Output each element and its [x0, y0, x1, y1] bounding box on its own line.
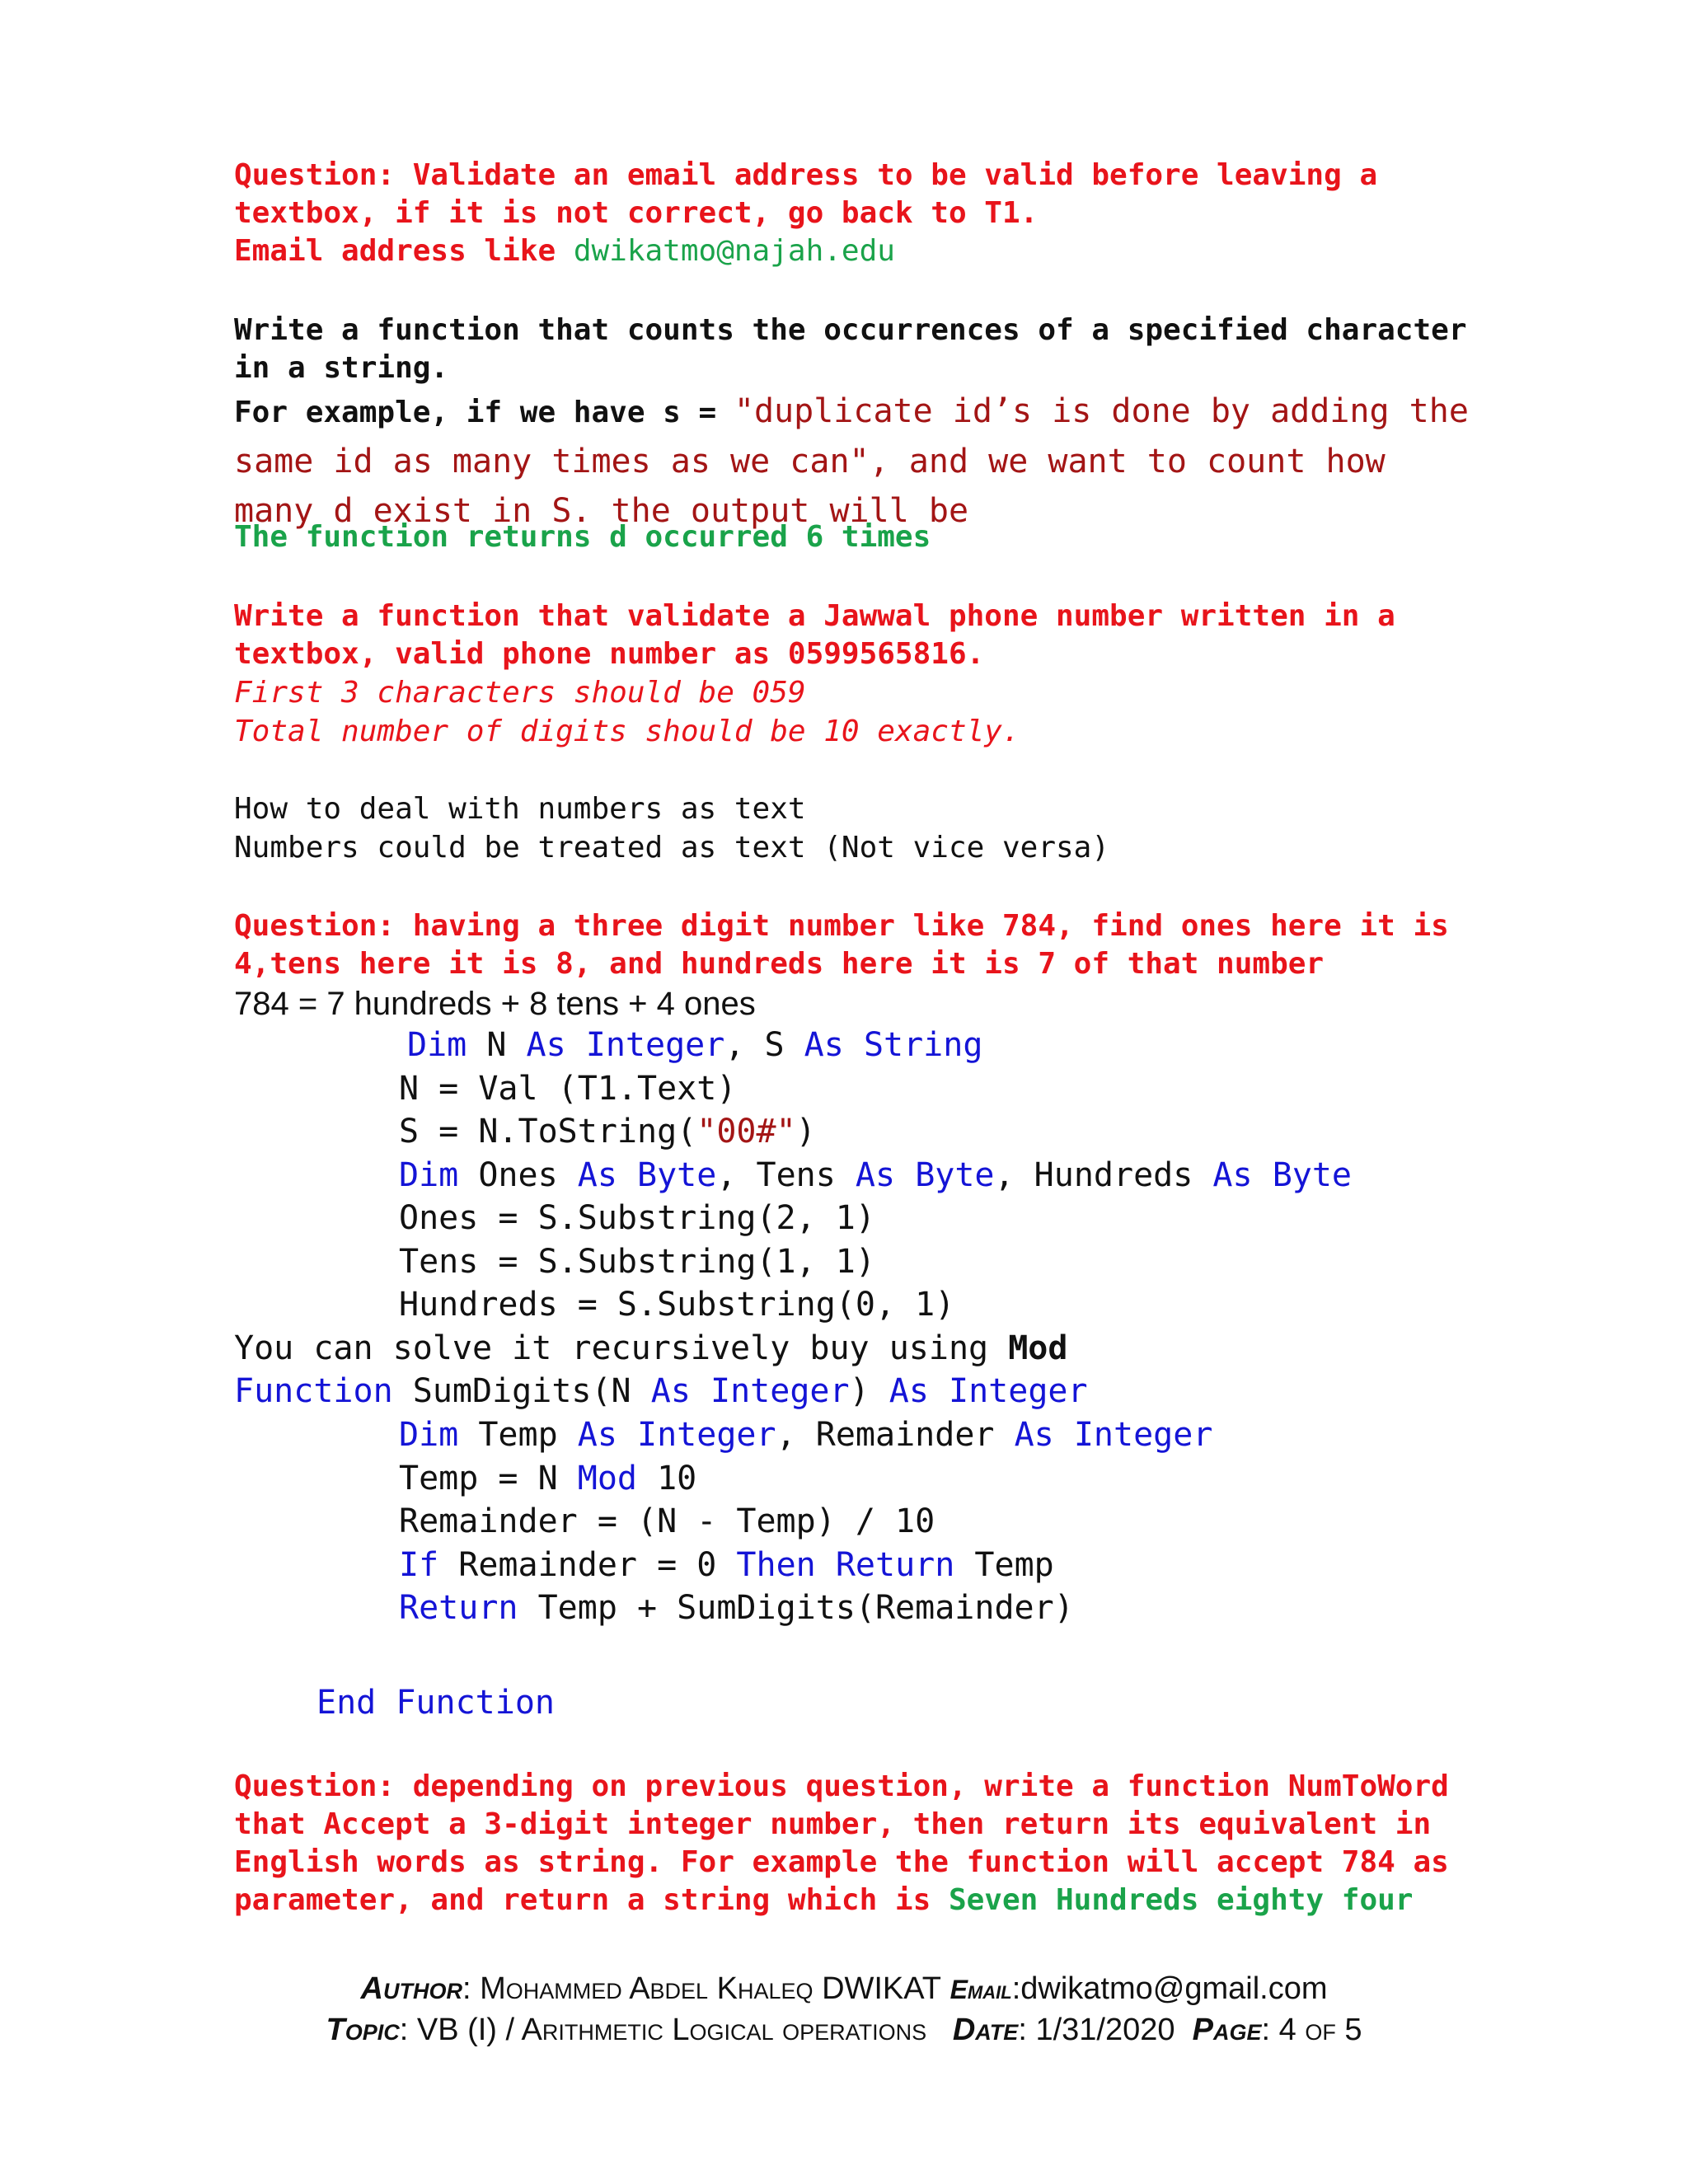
question-phone-validation	[234, 598, 1395, 673]
q2-result: The function returns d occurred 6 times	[234, 520, 931, 554]
code-line-ones: Ones = S.Substring(2, 1)	[399, 1199, 875, 1237]
q3-rules	[234, 673, 1020, 751]
kw-integer: Integer	[710, 1372, 850, 1410]
kw-byte: Byte	[915, 1155, 995, 1194]
kw-byte: Byte	[1272, 1155, 1353, 1194]
topic-value: VB (I) / Arithmetic Logical operations	[416, 2013, 927, 2047]
code-text: , S	[724, 1026, 804, 1064]
q1-line1: Question: Validate an email address to be valid before leaving a	[234, 158, 1378, 192]
kw-string: String	[863, 1026, 983, 1064]
q4-line2: 4,tens here it is 8, and hundreds here it is 7 of that number	[234, 947, 1325, 981]
page-total: 5	[1344, 2013, 1362, 2047]
code-text: Temp = N	[399, 1459, 578, 1497]
kw-as: As	[1014, 1416, 1054, 1454]
kw-byte: Byte	[637, 1155, 717, 1194]
kw-as: As	[889, 1372, 929, 1410]
q2-line1: Write a function that counts the occurrences of a specified character	[234, 313, 1467, 347]
kw-integer: Integer	[637, 1416, 776, 1454]
footer-sep: :	[1018, 2013, 1036, 2047]
numbers-text-line2: Numbers could be treated as text (Not vice versa)	[234, 831, 1110, 865]
kw-as: As	[650, 1372, 691, 1410]
q2-line2: in a string.	[234, 351, 449, 385]
q3-line1: Write a function that validate a Jawwal phone number written in a	[234, 599, 1395, 633]
code-text: )	[849, 1372, 889, 1410]
date-label: Date	[952, 2013, 1019, 2047]
footer-sep: :	[462, 1971, 481, 2006]
q2-example	[234, 390, 1469, 540]
code-text: , Remainder	[776, 1416, 1015, 1454]
code-function-signature	[234, 1370, 1088, 1413]
recursive-note-mod: Mod	[1008, 1329, 1068, 1367]
q5-line2: that Accept a 3-digit integer number, then return its equivalent in	[234, 1807, 1432, 1841]
code-text: N	[467, 1026, 527, 1064]
q1-email-example: dwikatmo@najah.edu	[573, 234, 895, 268]
recursive-note	[234, 1327, 1067, 1371]
q4-equation: 784 = 7 hundreds + 8 tens + 4 ones	[234, 986, 756, 1022]
code-line-val: N = Val (T1.Text)	[399, 1069, 737, 1108]
kw-return: Return	[835, 1545, 955, 1584]
author-name: Mohammed Abdel Khaleq DWIKAT	[480, 1971, 942, 2006]
code-block-sumdigits	[399, 1413, 1212, 1630]
kw-then: Then	[736, 1545, 816, 1584]
kw-end-function: End Function	[316, 1684, 555, 1722]
q2-example-prefix: For example, if we have s =	[234, 396, 734, 429]
code-text: Temp + SumDigits(Remainder)	[518, 1589, 1074, 1627]
kw-as: As	[577, 1416, 617, 1454]
kw-dim: Dim	[399, 1155, 459, 1194]
kw-as: As	[1212, 1155, 1253, 1194]
q2-example-text-2: same id as many times as we can", and we want to count how	[234, 442, 1386, 480]
q3-rule2: Total number of digits should be 10 exactly.	[234, 715, 1020, 748]
kw-as: As	[577, 1155, 617, 1194]
kw-function: Function	[234, 1372, 393, 1410]
q1-line2: textbox, if it is not correct, go back to T1.	[234, 196, 1039, 230]
q5-line3: English words as string. For example the function will accept 784 as	[234, 1845, 1449, 1879]
q5-line1: Question: depending on previous question, write a function NumToWord	[234, 1769, 1449, 1803]
code-text: , Tens	[716, 1155, 856, 1194]
kw-dim: Dim	[399, 1416, 459, 1454]
question-count-occurrences	[234, 312, 1467, 387]
q5-answer: Seven Hundreds eighty four	[948, 1883, 1414, 1917]
topic-label: Topic	[326, 2013, 400, 2047]
q2-example-text-1: "duplicate id’s is done by adding the	[734, 392, 1469, 430]
code-line-remainder: Remainder = (N - Temp) / 10	[399, 1502, 935, 1540]
footer-sep: :	[1261, 2013, 1279, 2047]
kw-as: As	[804, 1026, 844, 1064]
code-text: 10	[637, 1459, 697, 1497]
date-value: 1/31/2020	[1035, 2013, 1175, 2047]
page-of: of	[1305, 2013, 1336, 2047]
page-number: 4	[1278, 2013, 1296, 2047]
kw-return: Return	[399, 1589, 518, 1627]
question-num-to-word	[234, 1768, 1449, 1919]
q4-line1: Question: having a three digit number like 784, find ones here it is	[234, 909, 1449, 943]
kw-integer: Integer	[1073, 1416, 1213, 1454]
code-block-digits	[399, 1024, 1352, 1327]
q3-rule1: First 3 characters should be 059	[234, 676, 806, 710]
footer-sep: :	[1011, 1971, 1021, 2006]
kw-as: As	[526, 1026, 566, 1064]
code-string-literal: "00#"	[696, 1113, 796, 1151]
page-label: Page	[1192, 2013, 1262, 2047]
code-text: , Hundreds	[994, 1155, 1213, 1194]
q5-line4-prefix: parameter, and return a string which is	[234, 1883, 949, 1917]
code-text: SumDigits(N	[392, 1372, 651, 1410]
footer-sep: :	[399, 2013, 417, 2047]
footer-topic-line	[0, 2013, 1688, 2048]
author-label: Author	[360, 1971, 462, 2006]
code-text: Temp	[954, 1545, 1054, 1584]
code-line-hundreds: Hundreds = S.Substring(0, 1)	[399, 1286, 955, 1324]
numbers-text-line1: How to deal with numbers as text	[234, 792, 806, 826]
code-text: Ones	[458, 1155, 578, 1194]
author-email: dwikatmo@gmail.com	[1020, 1971, 1328, 2006]
code-text: Remainder = 0	[438, 1545, 737, 1584]
q1-line3-prefix: Email address like	[234, 234, 574, 268]
kw-integer: Integer	[949, 1372, 1088, 1410]
recursive-note-text: You can solve it recursively buy using	[234, 1329, 1009, 1367]
question-digit-places	[234, 907, 1449, 983]
kw-mod: Mod	[577, 1459, 637, 1497]
footer-author-line	[0, 1971, 1688, 2007]
code-text: Temp	[458, 1416, 578, 1454]
q3-line2: textbox, valid phone number as 0599565816.	[234, 637, 985, 671]
kw-integer: Integer	[585, 1026, 725, 1064]
kw-dim: Dim	[407, 1026, 467, 1064]
kw-as: As	[855, 1155, 896, 1194]
kw-if: If	[399, 1545, 439, 1584]
email-label: Email	[950, 1975, 1012, 2004]
numbers-as-text	[234, 790, 1109, 867]
q2-example-text-3: many d exist in S. the output will be	[234, 492, 969, 530]
code-line-tostring: S = N.ToString(	[399, 1113, 697, 1151]
code-text: )	[795, 1113, 816, 1151]
question-email-validation	[234, 157, 1377, 270]
code-line-tens: Tens = S.Substring(1, 1)	[399, 1242, 875, 1281]
